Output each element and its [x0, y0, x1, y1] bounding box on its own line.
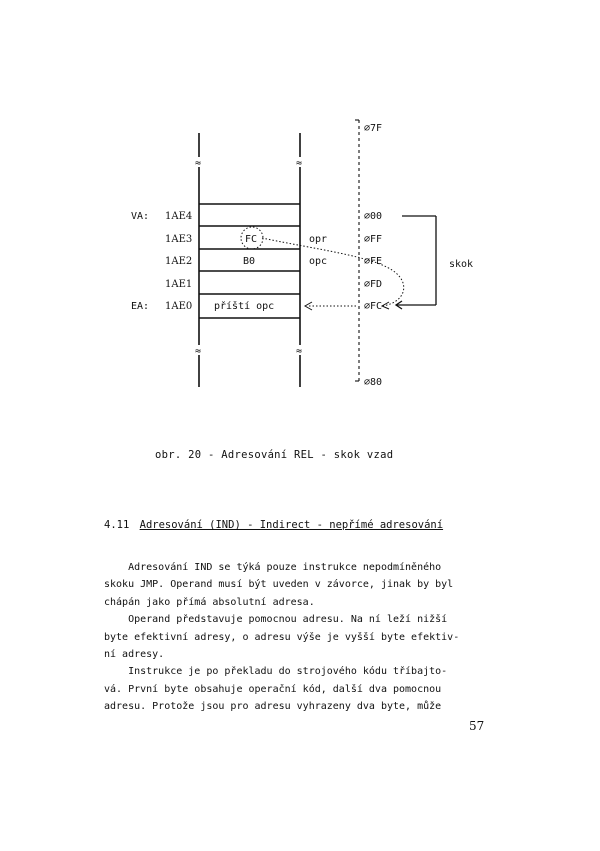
section-heading	[104, 519, 443, 531]
arrowhead-icon	[305, 302, 312, 310]
break-mark: ≈	[195, 158, 202, 169]
jump-label: skok	[449, 259, 474, 270]
address-label: 1AE4	[165, 211, 193, 222]
scale-fd: ∅FD	[364, 279, 383, 290]
address-label: 1AE1	[165, 279, 193, 290]
cell-fc: FC	[245, 234, 258, 245]
text-line: byte efektivní adresy, o adresu výše je vyšší byte efektiv-	[104, 631, 460, 643]
text-line: skoku JMP. Operand musí být uveden v závorce, jinak by byl	[104, 579, 454, 591]
section-number: 4.11	[104, 519, 130, 531]
break-mark: ≈	[195, 346, 202, 357]
scale-fe: ∅FE	[364, 256, 383, 267]
address-label: 1AE0	[165, 301, 193, 312]
scale-ff: ∅FF	[364, 234, 383, 245]
scale-00: ∅00	[364, 211, 383, 222]
page-number: 57	[469, 719, 485, 733]
cell-next-opc: příští opc	[214, 301, 275, 312]
scale-fc: ∅FC	[364, 301, 383, 312]
va-label: VA:	[131, 211, 150, 222]
figure-caption: obr. 20 - Adresování REL - skok vzad	[155, 449, 394, 461]
ea-label: EA:	[131, 301, 150, 312]
text-line: chápán jako přímá absolutní adresa.	[104, 596, 315, 608]
scale-7f: ∅7F	[364, 123, 383, 134]
text-line: vá. První byte obsahuje operační kód, další dva pomocnou	[104, 683, 442, 695]
note-opc: opc	[309, 256, 328, 267]
note-opr: opr	[309, 234, 328, 245]
break-mark: ≈	[296, 346, 303, 357]
memory-diagram	[0, 0, 600, 420]
body-text	[104, 559, 514, 716]
arrowhead-icon	[382, 302, 389, 309]
address-label: 1AE2	[165, 256, 193, 267]
text-line: Adresování IND se týká pouze instrukce nepodmíněného	[104, 562, 442, 573]
text-line: Instrukce je po překladu do strojového kódu tříbajto-	[104, 666, 448, 678]
jump-bracket	[396, 216, 436, 309]
section-title: Adresování (IND) - Indirect - nepřímé adresování	[139, 519, 444, 531]
scale-80: ∅80	[364, 377, 383, 388]
address-label: 1AE3	[165, 234, 193, 245]
text-line: Operand představuje pomocnou adresu. Na ní leží nižší	[104, 614, 448, 626]
break-mark: ≈	[296, 158, 303, 169]
text-line: ní adresy.	[104, 649, 165, 661]
text-line: adresu. Protože jsou pro adresu vyhrazeny dva byte, může	[104, 701, 442, 713]
cell-b0: B0	[243, 256, 256, 267]
